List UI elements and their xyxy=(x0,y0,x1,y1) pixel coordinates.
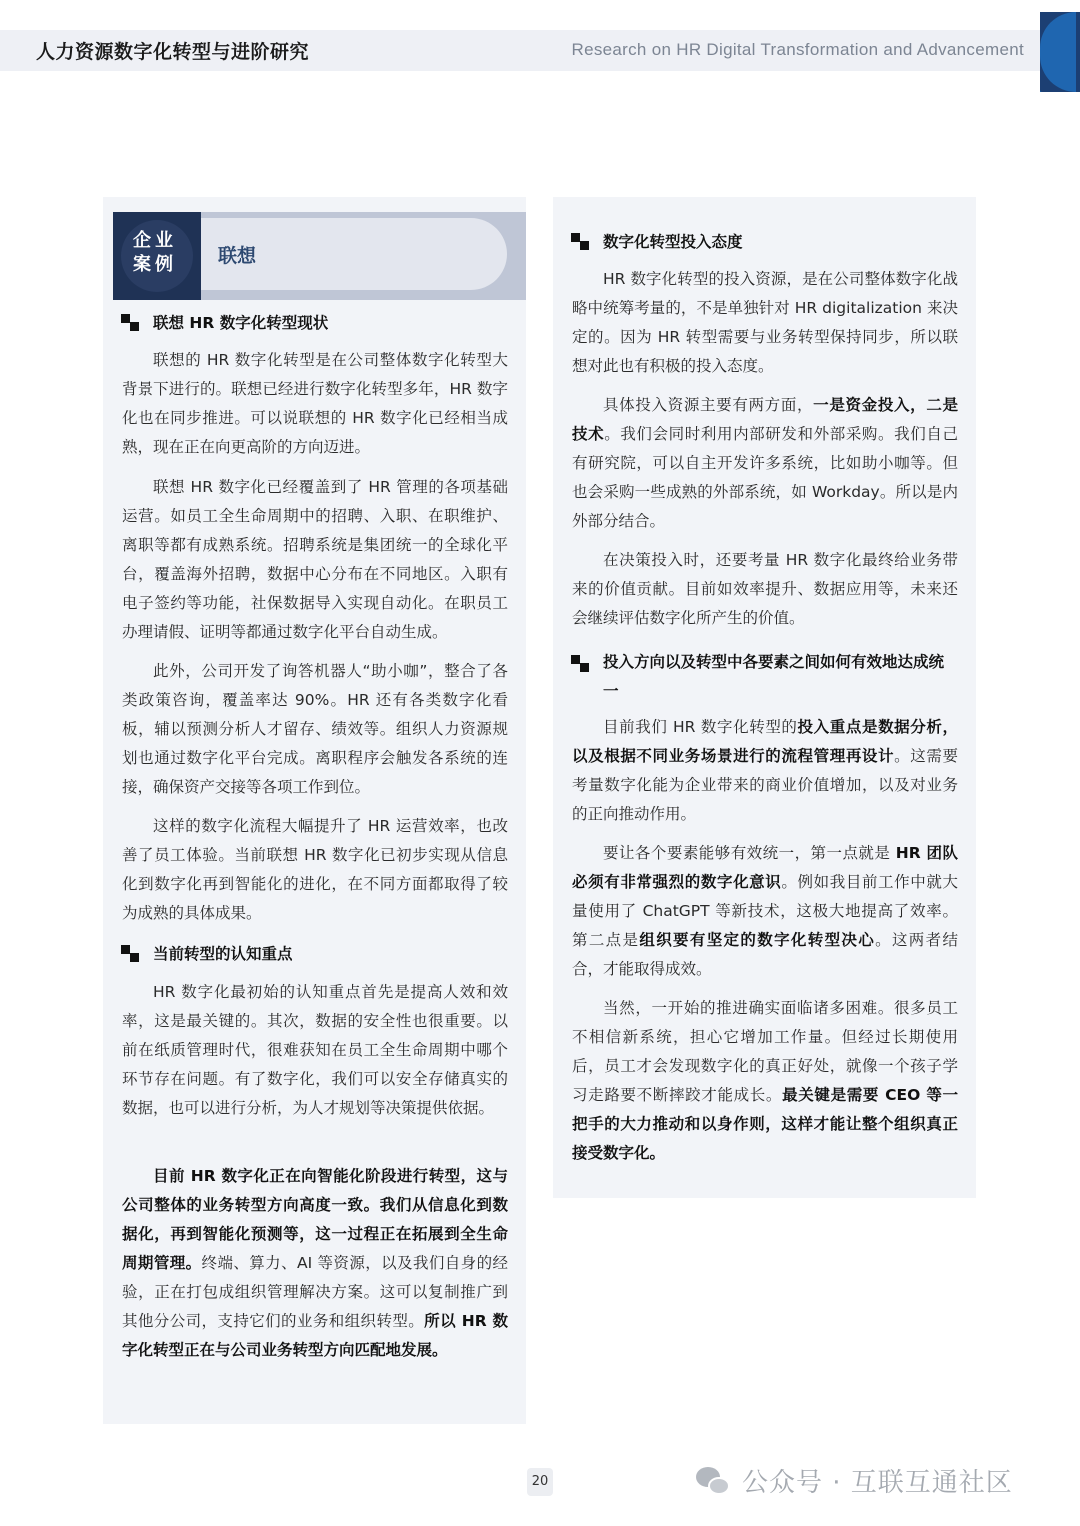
bold-text: 目前 HR 数字化正在向智能化阶段进行转型，这与公司整体的业务转型方向高度一致。我们从信息化到数据化，再到智能化预测等，这一过程正在拓展到全生命周期管理。 xyxy=(122,1167,508,1272)
paragraph: 此外，公司开发了询答机器人“助小咖”，整合了各类政策咨询，覆盖率达 90%。HR 还有各类数字化看板，辅以预测分析人才留存、绩效等。组织人力资源规划也通过数字化平台完成。离职程序会触发各系统的连接，确保资产交接等各项工作到位。 xyxy=(122,662,508,796)
text: 具体投入资源主要有两方面， xyxy=(603,396,814,414)
section-heading xyxy=(153,942,293,964)
heading-text: 当前转型的认知重点 xyxy=(153,945,293,963)
bold-text: HR 团队必须有非常强烈的数字化意识 xyxy=(572,844,958,891)
paragraph xyxy=(122,1162,508,1365)
section-marker-icon xyxy=(571,233,589,249)
text: 。我们会同时利用内部研发和外部采购。我们自己有研究院，可以自主开发许多系统，比如助小咖等。但也会采购一些成熟的外部系统，如 Workday。所以是内外部分结合。 xyxy=(572,425,958,530)
watermark xyxy=(694,1462,1013,1499)
text: 。例如我目前工作中就大量使用了 ChatGPT 等新技术，这极大地提高了效率。第二点是 xyxy=(572,873,958,949)
section-marker-icon xyxy=(571,655,589,671)
paragraph: 联想的 HR 数字化转型是在公司整体数字化转型大背景下进行的。联想已经进行数字化转型多年，HR 数字化也在同步推进。可以说联想的 HR 数字化已经相当成熟，现在正在向更高阶的方向迈进。 xyxy=(122,351,508,456)
paragraph: HR 数字化最初始的认知重点首先是提高人效和效率，这是最关键的。其次，数据的安全性也很重要。以前在纸质管理时代，很难获知在员工全生命周期中哪个环节存在问题。有了数字化，我们可以安全存储真实的数据，也可以进行分析，为人才规划等决策提供依据。 xyxy=(122,983,508,1117)
heading-text: 投入方向以及转型中各要素之间如何有效地达成统一 xyxy=(603,653,945,700)
page-header xyxy=(0,30,1040,71)
paragraph xyxy=(572,391,958,536)
paragraph: 在决策投入时，还要考量 HR 数字化最终给业务带来的价值贡献。目前如效率提升、数据应用等，未来还会继续评估数字化所产生的价值。 xyxy=(572,551,958,627)
section-heading xyxy=(153,311,328,333)
paragraph xyxy=(572,839,958,984)
watermark-text: 公众号 · 互联互通社区 xyxy=(742,1468,1013,1498)
paragraph: 联想 HR 数字化已经覆盖到了 HR 管理的各项基础运营。如员工全生命周期中的招聘、入职、在职维护、离职等都有成熟系统。招聘系统是集团统一的全球化平台，覆盖海外招聘，数据中心分布在不同地区。入职有电子签约等功能，社保数据导入实现自动化。在职员工办理请假、证明等都通过数字化平台自动生成。 xyxy=(122,478,508,641)
case-badge xyxy=(113,212,201,300)
section-heading xyxy=(603,230,743,252)
section-marker-icon xyxy=(121,314,139,330)
corner-decoration xyxy=(1040,12,1080,92)
text: 当然，一开始的推进确实面临诸多困难。很多员工不相信新系统，担心它增加工作量。但经过长期使用后，员工才会发现数字化的真正好处，就像一个孩子学习走路要不断摔跤才能成长。 xyxy=(572,999,958,1104)
header-subtitle: Research on HR Digital Transformation and Advancement xyxy=(571,40,1024,59)
bold-text: 投入重点是数据分析，以及根据不同业务场景进行的流程管理再设计 xyxy=(572,718,958,765)
text: 。这需要考量数字化能为企业带来的商业价值增加，以及对业务的正向推动作用。 xyxy=(572,747,958,823)
paragraph: 这样的数字化流程大幅提升了 HR 运营效率，也改善了员工体验。当前联想 HR 数字化已初步实现从信息化到数字化再到智能化的进化，在不同方面都取得了较为成熟的具体成果。 xyxy=(122,817,508,922)
text: 要让各个要素能够有效统一，第一点就是 xyxy=(603,844,896,862)
paragraph xyxy=(572,713,958,829)
wechat-icon xyxy=(694,1465,734,1497)
paragraph xyxy=(572,994,958,1168)
heading-text: 联想 HR 数字化转型现状 xyxy=(153,314,329,332)
section-heading xyxy=(603,648,958,706)
bold-text: 最关键是需要 CEO 等一把手的大力推动和以身作则，这样才能让整个组织真正接受数字化。 xyxy=(572,1086,958,1162)
header-title: 人力资源数字化转型与进阶研究 xyxy=(36,41,310,63)
text: 目前我们 HR 数字化转型的 xyxy=(603,718,798,736)
case-badge-line2: 案例 xyxy=(133,254,177,275)
text: 。这两者结合，才能取得成效。 xyxy=(572,931,958,978)
paragraph: HR 数字化转型的投入资源，是在公司整体数字化战略中统筹考量的，不是单独针对 HR digitalization 来决定的。因为 HR 转型需要与业务转型保持同步，所以联想对此也有积极的投入态度。 xyxy=(572,270,958,375)
bold-text: 一是资金投入，二是技术 xyxy=(572,396,958,443)
text: 终端、算力、AI 等资源，以及我们自身的经验，正在打包成组织管理解决方案。这可以复制推广到其他分公司，支持它们的业务和组织转型。 xyxy=(122,1254,508,1330)
case-badge-line1: 企业 xyxy=(133,230,177,251)
bold-text: 所以 HR 数字化转型正在与公司业务转型方向匹配地发展。 xyxy=(122,1312,508,1359)
page-number: 20 xyxy=(527,1468,553,1496)
bold-text: 组织要有坚定的数字化转型决心 xyxy=(639,931,876,949)
section-marker-icon xyxy=(121,945,139,961)
case-banner xyxy=(113,212,526,300)
case-company-name: 联想 xyxy=(218,245,257,267)
heading-text: 数字化转型投入态度 xyxy=(603,233,743,251)
